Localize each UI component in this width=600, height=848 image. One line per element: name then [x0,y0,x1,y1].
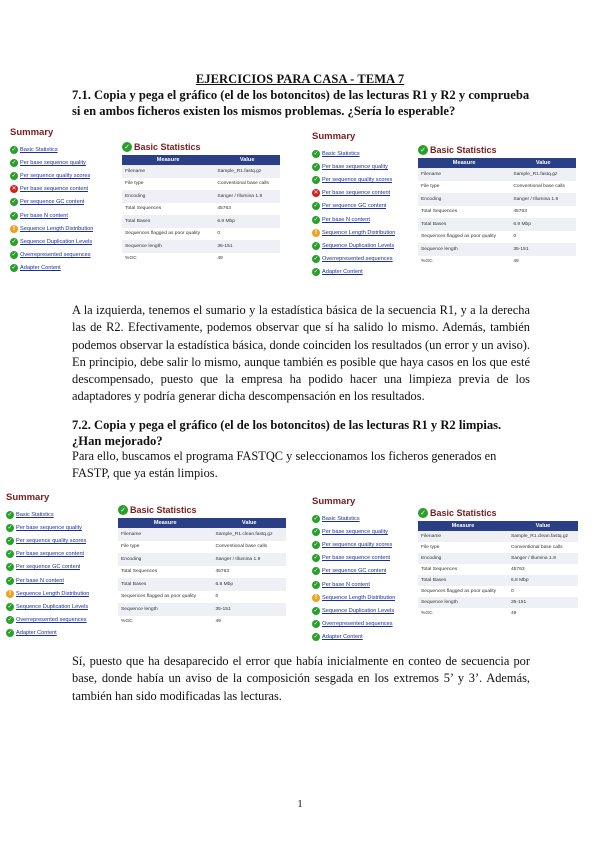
pass-icon: ✓ [313,540,319,548]
summary-item-label: Per sequence quality scores [20,172,91,179]
summary-list [10,143,114,275]
measure-cell: Total Bases [418,575,508,586]
value-cell: Sample_R1.fastq.gz [214,165,280,178]
summary-item-label: Basic Statistics [16,511,54,518]
summary-item-label: Per base sequence quality [322,528,388,535]
summary-item[interactable] [6,587,110,600]
summary-item[interactable] [10,143,114,156]
value-cell: 35-151 [214,240,280,253]
measure-cell: Filename [122,165,214,178]
value-cell: Sanger / Illumina 1.9 [508,553,578,564]
value-cell: 35-151 [212,603,286,616]
summary-list [6,508,110,640]
intro-7-2: Para ello, buscamos el programa FASTQC y seleccionamos los ficheros generados en FASTP, que ya están limpios. [72,449,497,481]
page-number: 1 [297,798,303,810]
summary-item-label: Overrepresented sequences [20,252,91,259]
measure-cell: %GC [125,256,137,262]
pass-icon: ✓ [7,523,13,531]
summary-item[interactable] [312,266,416,279]
summary-item-label: Sequence Length Distribution [20,225,94,232]
value-cell: Sample_R1.fastq.gz [510,168,576,181]
basic-stats-title: Basic Statistics [134,142,201,152]
table-row [118,528,286,541]
pass-icon: ✓ [313,527,319,535]
summary-item[interactable] [10,209,114,222]
value-cell: 45763 [215,569,230,575]
measure-cell: File type [121,544,140,550]
table-row [122,203,280,216]
summary-item[interactable] [6,508,110,521]
table-row [122,215,280,228]
pass-icon: ✓ [7,602,13,610]
pass-icon: ✓ [313,202,319,210]
summary-title: Summary [312,496,356,507]
measure-cell: Filename [118,528,212,541]
summary-item[interactable] [312,239,416,252]
summary-item-label: Adapter Content [20,265,61,272]
table-row [118,566,286,579]
summary-item-label: Overrepresented sequences [322,256,393,263]
table-row [418,531,578,542]
pass-icon: ✓ [7,510,13,518]
summary-item[interactable] [312,512,416,525]
value-cell: 6.8 Mbp [508,575,578,586]
warn-icon: ! [6,590,14,598]
page-title: EJERCICIOS PARA CASA - TEMA 7 [195,72,405,86]
basic-stats-table [418,158,576,268]
summary-item[interactable] [312,631,416,644]
summary-item-label: Overrepresented sequences [322,621,393,628]
summary-item-label: Per sequence GC content [20,199,85,206]
pass-icon: ✓ [313,215,319,223]
measure-cell: Filename [418,531,508,542]
table-row [418,206,576,219]
value-cell: 0 [215,594,219,600]
table-row [118,616,286,629]
measure-cell: Total Sequences [121,569,158,575]
summary-item[interactable] [312,213,416,226]
value-cell: 45763 [510,567,525,572]
measure-cell: Filename [418,168,510,181]
pass-icon: ✓ [11,264,17,272]
measure-cell: Total Sequences [125,206,162,212]
basic-stats-heading [122,142,280,152]
table-row [122,253,280,266]
measure-cell: Sequences flagged as poor quality [421,234,497,240]
warn-icon: ! [10,225,18,233]
value-cell: 35-151 [510,243,576,256]
value-cell: Sanger / Illumina 1.9 [214,190,280,203]
value-cell: Sanger / Illumina 1.9 [212,553,286,566]
summary-title: Summary [6,492,50,503]
table-row [418,586,578,597]
summary-item[interactable] [312,253,416,266]
summary-item[interactable] [6,614,110,627]
paragraph-7-2: Sí, puesto que ha desaparecido el error que había inicialmente en conteo de secuencia por base, donde había un aviso de la composición sesgada en los extremos 5’ y 3’. Además, también han sido modificadas las lecturas. [72,654,530,703]
pass-icon: ✓ [313,162,319,170]
pass-icon: ✓ [313,554,319,562]
summary-item[interactable] [6,561,110,574]
summary-item[interactable] [312,538,416,551]
value-cell: 6.8 Mbp [212,578,286,591]
pass-icon: ✓ [11,237,17,245]
value-cell: Conventional base calls [217,181,269,187]
pass-icon: ✓ [313,149,319,157]
table-header: Measure [122,155,214,165]
summary-item[interactable] [312,525,416,538]
pass-icon: ✓ [122,142,132,152]
measure-cell: Total Sequences [421,209,458,215]
value-cell: 6.9 Mbp [214,215,280,228]
basic-stats-panel-r1-clean [118,505,286,629]
summary-item-label: Basic Statistics [322,515,360,522]
summary-item-label: Per base N content [20,212,68,219]
summary-item[interactable] [312,147,416,160]
summary-item-label: Per sequence GC content [322,568,387,575]
value-cell: Conventional base calls [215,544,268,550]
summary-item[interactable] [312,565,416,578]
pass-icon: ✓ [313,514,319,522]
table-row [418,553,578,564]
summary-item-label: Sequence Length Distribution [16,590,90,597]
measure-cell: File type [125,181,144,187]
pass-icon: ✓ [7,550,13,558]
table-row [118,578,286,591]
table-row [418,542,578,553]
table-row [122,165,280,178]
summary-item-label: Adapter Content [16,630,57,637]
basic-stats-heading [118,505,286,515]
pass-icon: ✓ [7,629,13,637]
measure-cell: Total Bases [122,215,214,228]
table-header: Value [214,155,280,165]
measure-cell: Encoding [418,193,510,206]
table-row [418,168,576,181]
summary-item-label: Per base sequence quality [322,163,388,170]
value-cell: Conventional base calls [513,184,565,190]
pass-icon: ✓ [313,633,319,641]
summary-item-label: Per sequence quality scores [16,537,87,544]
pass-icon: ✓ [7,536,13,544]
fail-icon: ✕ [313,189,319,197]
summary-item[interactable] [6,627,110,640]
summary-item-label: Sequence Duplication Levels [322,607,395,614]
measure-cell: Sequence length [122,240,214,253]
summary-item-label: Sequence Length Distribution [322,594,396,601]
pass-icon: ✓ [118,505,128,515]
summary-item-label: Basic Statistics [322,150,360,157]
value-cell: 45763 [217,206,231,212]
summary-item-label: Per base sequence quality [16,524,82,531]
pass-icon: ✓ [7,616,13,624]
value-cell: 0 [513,234,517,240]
measure-cell: Encoding [418,553,508,564]
summary-item[interactable] [312,578,416,591]
pass-icon: ✓ [11,211,17,219]
value-cell: 35-151 [508,597,578,608]
summary-item[interactable] [312,591,416,604]
summary-item-label: Per sequence GC content [16,564,81,571]
summary-item[interactable] [6,534,110,547]
summary-panel-r2-clean [312,496,416,641]
summary-item[interactable] [312,160,416,173]
summary-panel-r2 [312,131,416,285]
measure-cell: Total Bases [118,578,212,591]
measure-cell: %GC [121,619,133,625]
value-cell: Conventional base calls [510,545,563,550]
table-row [122,190,280,203]
value-cell: 49 [513,259,519,265]
value-cell: Sample_R1.clean.fastq.gz [212,528,286,541]
summary-item[interactable] [10,235,114,248]
question-7-2: 7.2. Copia y pega el gráfico (el de los botoncitos) de las lecturas R1 y R2 limpias. ¿Han mejorado? [72,418,502,448]
measure-cell: File type [421,184,440,190]
table-row [118,591,286,604]
summary-item[interactable] [10,169,114,182]
value-cell: 0 [510,589,514,594]
pass-icon: ✓ [313,241,319,249]
summary-item-label: Per base N content [322,216,370,223]
summary-title: Summary [10,127,54,138]
summary-list [312,512,416,644]
summary-list [312,147,416,279]
summary-item[interactable] [312,173,416,186]
table-header: Measure [418,158,510,168]
table-row [418,564,578,575]
table-row [418,256,576,269]
summary-item[interactable] [10,249,114,262]
summary-item[interactable] [10,156,114,169]
basic-stats-panel-r2 [418,145,576,283]
pass-icon: ✓ [313,255,319,263]
summary-panel-r1 [10,127,114,285]
measure-cell: Sequences flagged as poor quality [421,589,497,594]
measure-cell: Sequence length [418,243,510,256]
table-row [418,218,576,231]
value-cell: Sample_R1.clean.fastq.gz [508,531,578,542]
summary-title: Summary [312,131,356,142]
basic-stats-table [418,521,578,619]
table-row [122,228,280,241]
table-row [418,575,578,586]
measure-cell: Encoding [118,553,212,566]
question-7-1: 7.1. Copia y pega el gráfico (el de los botoncitos) de las lecturas R1 y R2 y comprueba si en ambos ficheros existen los mismos problemas. ¿Sería lo esperable? [72,88,530,118]
table-row [418,181,576,194]
measure-cell: Total Bases [418,218,510,231]
basic-stats-panel-r2-clean [418,508,578,624]
basic-stats-heading [418,508,578,518]
table-row [118,541,286,554]
measure-cell: Total Sequences [421,567,458,572]
warn-icon: ! [312,594,320,602]
table-header: Value [508,521,578,531]
pass-icon: ✓ [313,580,319,588]
table-row [418,243,576,256]
table-row [118,553,286,566]
summary-item-label: Per sequence GC content [322,203,387,210]
table-row [122,178,280,191]
measure-cell: Sequence length [118,603,212,616]
table-row [118,603,286,616]
summary-item-label: Sequence Length Distribution [322,229,396,236]
summary-item[interactable] [10,196,114,209]
table-header: Value [510,158,576,168]
summary-item-label: Adapter Content [322,634,363,641]
summary-item[interactable] [312,187,416,200]
summary-item-label: Sequence Duplication Levels [322,242,395,249]
pass-icon: ✓ [313,567,319,575]
summary-item-label: Adapter Content [322,269,363,276]
pass-icon: ✓ [11,251,17,259]
basic-stats-table [118,518,286,628]
summary-item[interactable] [10,262,114,275]
measure-cell: Sequence length [418,597,508,608]
table-row [122,240,280,253]
value-cell: 0 [217,231,221,237]
basic-stats-panel-r1 [122,142,280,282]
measure-cell: File type [421,545,440,550]
pass-icon: ✓ [418,145,428,155]
table-header: Measure [418,521,508,531]
summary-item[interactable] [312,604,416,617]
fail-icon: ✕ [11,185,17,193]
value-cell: 45763 [513,209,527,215]
pass-icon: ✓ [7,563,13,571]
table-header: Value [212,518,286,528]
table-row [418,231,576,244]
summary-item-label: Per base sequence content [322,190,391,197]
table-header: Measure [118,518,212,528]
pass-icon: ✓ [11,198,17,206]
summary-item[interactable] [6,548,110,561]
summary-item-label: Per base N content [16,577,64,584]
measure-cell: Sequences flagged as poor quality [125,231,201,237]
value-cell: 6.9 Mbp [510,218,576,231]
basic-stats-title: Basic Statistics [430,508,497,518]
basic-stats-heading [418,145,576,155]
table-row [418,193,576,206]
summary-item[interactable] [10,183,114,196]
measure-cell: Sequences flagged as poor quality [121,594,197,600]
summary-item[interactable] [6,600,110,613]
warn-icon: ! [312,229,320,237]
summary-item-label: Per sequence quality scores [322,541,393,548]
summary-item[interactable] [10,222,114,235]
summary-item-label: Overrepresented sequences [16,617,87,624]
pass-icon: ✓ [11,145,17,153]
pass-icon: ✓ [313,268,319,276]
basic-stats-table [122,155,280,265]
pass-icon: ✓ [11,158,17,166]
measure-cell: %GC [421,611,433,616]
value-cell: 49 [217,256,223,262]
pass-icon: ✓ [313,606,319,614]
summary-item-label: Per base sequence content [16,551,85,558]
pass-icon: ✓ [418,508,428,518]
summary-item[interactable] [312,200,416,213]
summary-item-label: Sequence Duplication Levels [16,603,89,610]
table-row [418,608,578,619]
summary-item[interactable] [312,226,416,239]
measure-cell: %GC [421,259,433,265]
summary-item-label: Per base sequence content [322,555,391,562]
pass-icon: ✓ [7,576,13,584]
paragraph-7-1: A la izquierda, tenemos el sumario y la estadística básica de la secuencia R1, y a la derecha las de R2. Efectivamente, podemos observar que sí ha salido lo mismo. Además, también podemos observar la estadística básica, donde coinciden los resultados (un error y un aviso). En principio, debe salir lo mismo, aunque también es posible que haya casos en los que esté descompensado, puesto que la empresa ha podido hacer una limpieza previa de los adaptadores y podría generar dicha descompensación en los resultados. [72,303,530,404]
pass-icon: ✓ [313,175,319,183]
value-cell: Sanger / Illumina 1.9 [510,193,576,206]
summary-item[interactable] [312,618,416,631]
summary-item[interactable] [6,574,110,587]
table-row [418,597,578,608]
summary-item-label: Per base N content [322,581,370,588]
measure-cell: Encoding [122,190,214,203]
summary-item-label: Per sequence quality scores [322,176,393,183]
basic-stats-title: Basic Statistics [130,505,197,515]
summary-item[interactable] [6,521,110,534]
summary-panel-r1-clean [6,492,110,637]
pass-icon: ✓ [11,171,17,179]
basic-stats-title: Basic Statistics [430,145,497,155]
summary-item-label: Per base sequence content [20,186,89,193]
value-cell: 49 [510,611,517,616]
pass-icon: ✓ [313,620,319,628]
value-cell: 49 [215,619,221,625]
summary-item-label: Basic Statistics [20,146,58,153]
summary-item-label: Sequence Duplication Levels [20,238,93,245]
summary-item[interactable] [312,552,416,565]
summary-item-label: Per base sequence quality [20,159,86,166]
